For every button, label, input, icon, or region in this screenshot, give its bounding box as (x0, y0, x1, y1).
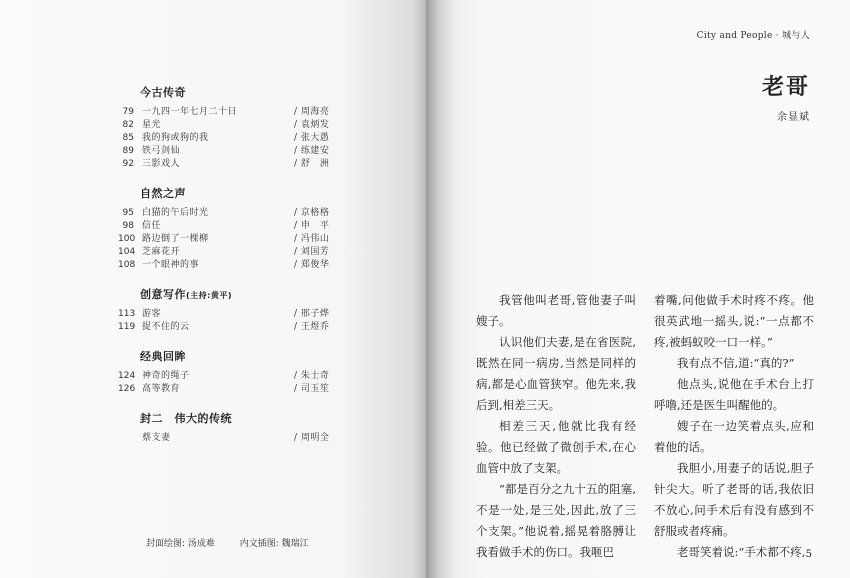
toc-entry-author: / 邢子烨 (294, 309, 330, 319)
toc-entry-author: / 刘国芳 (294, 247, 330, 257)
toc-entry-title: 三影戏人 (142, 159, 181, 169)
cover-credit: 封面绘图: 汤成难 (146, 539, 215, 549)
toc-entry[interactable] (118, 145, 358, 158)
toc-entry-author: / 袁炳发 (294, 120, 330, 130)
body-paragraph: 我管他叫老哥,管他妻子叫嫂子。 (476, 293, 636, 328)
toc-entry-list (118, 370, 358, 396)
toc-entry-page: 82 (122, 120, 134, 130)
toc-entry-author: / 练建安 (294, 146, 330, 156)
toc-entry-page: 89 (122, 146, 134, 156)
table-of-contents (118, 84, 358, 459)
toc-entry-page: 104 (118, 247, 136, 257)
toc-entry-page: 126 (118, 384, 136, 394)
body-column-1 (476, 290, 636, 563)
toc-entry[interactable] (118, 383, 358, 396)
toc-entry[interactable] (118, 432, 358, 445)
toc-entry-page: 113 (118, 309, 136, 319)
article-author: 余显斌 (777, 112, 810, 123)
running-header: City and People · 城与人 (696, 31, 810, 41)
page-number: 5 (805, 549, 812, 560)
toc-section-heading (140, 84, 358, 100)
toc-entry-title: 一九四一年七月二十日 (142, 107, 238, 117)
toc-section-title: 创意写作 (140, 288, 186, 301)
toc-entry-author: / 张大愚 (294, 133, 330, 143)
toc-section-heading (140, 185, 358, 201)
toc-entry-list (118, 432, 358, 445)
toc-section-title: 经典回眸 (140, 350, 186, 363)
toc-entry-page: 95 (122, 208, 134, 218)
toc-entry-list (118, 308, 358, 334)
toc-entry-title: 芝麻花开 (142, 247, 181, 257)
body-paragraph: 相差三天,他就比我有经验。他已经做了微创手术,在心血管中放了支架。 (476, 419, 636, 475)
toc-section-title: 今古传奇 (140, 86, 186, 99)
toc-entry-author: / 周明全 (294, 433, 330, 443)
credits (146, 536, 331, 549)
toc-entry-page: 79 (122, 107, 134, 117)
toc-entry-title: 铁弓剑仙 (142, 146, 181, 156)
toc-entry-list (118, 207, 358, 272)
toc-entry[interactable] (118, 207, 358, 220)
toc-entry-page: 92 (122, 159, 134, 169)
body-paragraph: 老哥笑着说:“手术都不疼, (677, 545, 806, 559)
body-paragraph: 认识他们夫妻,是在省医院,既然在同一病房,当然是同样的病,都是心血管狭窄。他先来,我后到,相差三天。 (476, 335, 636, 412)
toc-entry-author: / 朱士奇 (294, 371, 330, 381)
toc-entry[interactable] (118, 132, 358, 145)
toc-entry[interactable] (118, 119, 358, 132)
toc-entry-list (118, 106, 358, 171)
toc-entry-title: 一个眼神的事 (142, 260, 200, 270)
body-column-2 (654, 290, 814, 563)
toc-entry[interactable] (118, 158, 358, 171)
toc-entry[interactable] (118, 308, 358, 321)
toc-entry-title: 蔡支妻 (142, 433, 171, 443)
toc-entry-author: / 王煜乔 (294, 322, 330, 332)
toc-entry-title: 高等教育 (142, 384, 181, 394)
toc-entry-title: 我的狗或狗的我 (142, 133, 209, 143)
toc-entry[interactable] (118, 370, 358, 383)
toc-section-note: (主持:黄平) (186, 291, 233, 300)
toc-entry-author: / 京格格 (294, 208, 330, 218)
toc-section-title: 自然之声 (140, 187, 186, 200)
toc-section-heading (140, 410, 358, 426)
illustration-credit: 内文插图: 魏瑞江 (239, 539, 309, 549)
toc-entry[interactable] (118, 246, 358, 259)
toc-entry[interactable] (118, 220, 358, 233)
toc-entry-title: 游客 (142, 309, 162, 319)
toc-section-heading (140, 286, 358, 302)
toc-entry-page: 108 (118, 260, 136, 270)
toc-section-title: 封二 伟大的传统 (140, 412, 232, 425)
toc-entry-title: 路边倒了一棵柳 (142, 234, 209, 244)
body-paragraph: 他点头,说他在手术台上打呼噜,还是医生叫醒他的。 (654, 377, 814, 412)
article-title: 老哥 (761, 74, 810, 100)
toc-entry[interactable] (118, 106, 358, 119)
toc-entry-page: 100 (118, 234, 136, 244)
body-paragraph: 我有点不信,道:“真的?” (677, 356, 795, 370)
body-paragraph: 着嘴,问他做手术时疼不疼。他很英武地一摇头,说:“一点都不疼,被蚂蚁咬一口一样。” (654, 293, 814, 349)
body-paragraph: “都是百分之九十五的阻塞,不是一处,是三处,因此,放了三个支架。”他说着,摇晃着胳膊让我看做手术的伤口。我咂巴 (476, 482, 636, 559)
toc-entry-page: 119 (118, 322, 136, 332)
toc-entry-author: / 司玉笙 (294, 384, 330, 394)
toc-entry[interactable] (118, 259, 358, 272)
body-paragraph: 我胆小,用妻子的话说,胆子针尖大。听了老哥的话,我依旧不放心,问手术后有没有感到不舒服或者疼痛。 (654, 461, 814, 538)
toc-entry[interactable] (118, 233, 358, 246)
right-page (426, 0, 850, 578)
toc-entry-title: 神奇的绳子 (142, 371, 190, 381)
toc-entry-title: 白猫的午后时光 (142, 208, 209, 218)
toc-entry-author: / 冯伟山 (294, 234, 330, 244)
toc-entry-page: 98 (122, 221, 134, 231)
body-paragraph: 嫂子在一边笑着点头,应和着他的话。 (654, 419, 814, 454)
toc-entry-page: 85 (122, 133, 134, 143)
toc-entry[interactable] (118, 321, 358, 334)
toc-entry-author: / 郑俊华 (294, 260, 330, 270)
toc-entry-title: 星光 (142, 120, 162, 130)
toc-section-heading (140, 348, 358, 364)
toc-entry-page: 124 (118, 371, 136, 381)
toc-entry-author: / 申 平 (294, 221, 330, 231)
toc-entry-author: / 周海亮 (294, 107, 330, 117)
toc-entry-title: 信任 (142, 221, 162, 231)
toc-entry-title: 捉不住的云 (142, 322, 190, 332)
toc-entry-author: / 舒 洲 (294, 159, 330, 169)
